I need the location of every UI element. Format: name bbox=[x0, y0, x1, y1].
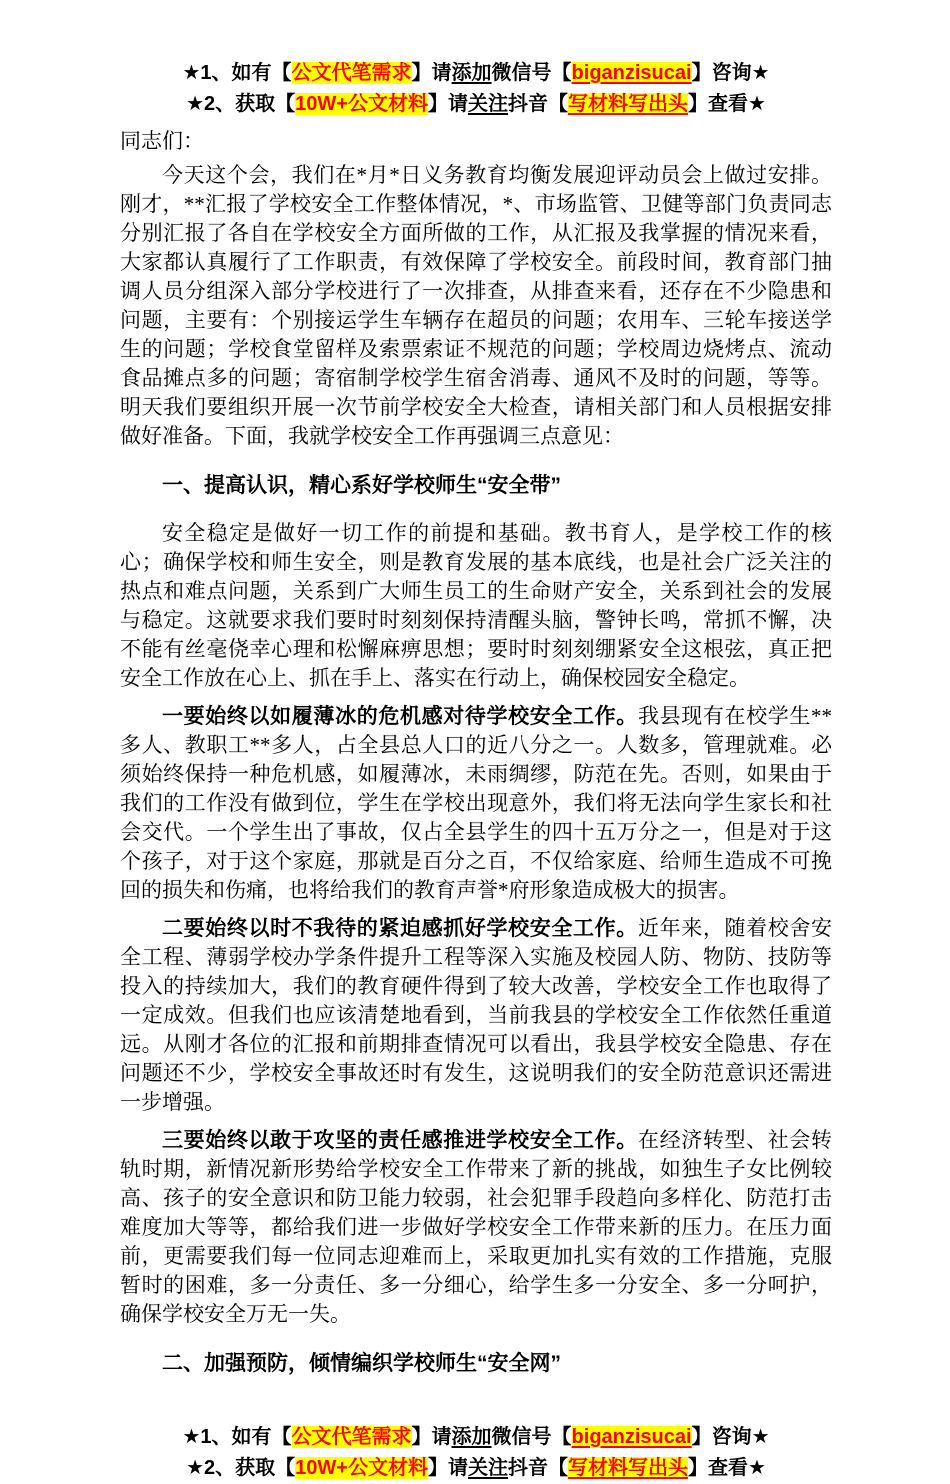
section-1-paragraph: 安全稳定是做好一切工作的前提和基础。教书育人，是学校工作的核心；确保学校和师生安全，则是教育发展的基本底线，也是社会广泛关注的热点和难点问题，关系到广大师生员工的生命财产安全，关系到社会的发展与稳定。这就要求我们要时时刻刻保持清醒头脑，警钟长鸣，常抓不懈，决不能有丝毫侥幸心理和松懈麻痹思想；要时时刻刻绷紧安全这根弦，真正把安全工作放在心上、抓在手上、落实在行动上，确保校园安全稳定。 bbox=[120, 521, 832, 690]
section-1-heading: 一、提高认识，精心系好学校师生“安全带” bbox=[162, 474, 561, 497]
promo-line-2 bbox=[120, 1453, 832, 1484]
point-3-lead: 三要始终以敢于攻坚的责任感推进学校安全工作。 bbox=[162, 1129, 638, 1152]
promo-highlight: 10W+公文材料 bbox=[295, 1457, 428, 1479]
promo-underline-text: 关注 bbox=[467, 93, 508, 115]
promo-line-1 bbox=[120, 1422, 832, 1453]
promo-text: 】查看★ bbox=[687, 1457, 766, 1479]
promo-text: 】请 bbox=[427, 1457, 468, 1479]
point-2-lead: 二要始终以时不我待的紧迫感抓好学校安全工作。 bbox=[162, 917, 638, 940]
promo-text: ★2、获取【 bbox=[186, 1457, 296, 1479]
promo-underline-text: 关注 bbox=[467, 1457, 508, 1479]
promo-text: 微信号【 bbox=[491, 1426, 572, 1448]
promo-text: ★1、如有【 bbox=[182, 1426, 292, 1448]
promo-douyin-id: 写材料写出头 bbox=[567, 93, 688, 115]
point-3-text: 在经济转型、社会转轨时期，新情况新形势给学校安全工作带来了新的挑战，如独生子女比例较高、孩子的安全意识和防卫能力较弱，社会犯罪手段趋向多样化、防范打击难度加大等等，都给我们进一步做好学校安全工作带来新的压力。在压力面前，更需要我们每一位同志迎难而上，采取更加扎实有效的工作措施，克服暂时的困难，多一分责任、多一分细心，给学生多一分安全、多一分呵护，确保学校安全万无一失。 bbox=[120, 1128, 833, 1326]
promo-highlight: 10W+公文材料 bbox=[295, 93, 428, 115]
promo-wechat-id: biganzisucai bbox=[571, 1426, 692, 1448]
promo-header bbox=[120, 58, 832, 120]
promo-text: 】查看★ bbox=[687, 93, 766, 115]
promo-text: ★1、如有【 bbox=[182, 62, 292, 84]
promo-highlight: 公文代笔需求 bbox=[291, 62, 412, 84]
promo-text: 】请 bbox=[411, 62, 452, 84]
promo-line-1 bbox=[120, 58, 832, 89]
salutation: 同志们： bbox=[120, 129, 204, 153]
point-2-text: 近年来，随着校舍安全工程、薄弱学校办学条件提升工程等深入实施及校园人防、物防、技防等投入的持续加大，我们的教育硬件得到了较大改善，学校安全工作也取得了一定成效。但我们也应该清楚地看到，当前我县的学校安全工作依然任重道远。从刚才各位的汇报和前期排查情况可以看出，我县学校安全隐患、存在问题还不少，学校安全事故还时有发生，这说明我们的安全防范意识还需进一步增强。 bbox=[120, 916, 833, 1114]
promo-text: 】请 bbox=[411, 1426, 452, 1448]
point-paragraph-1 bbox=[120, 702, 832, 905]
promo-text: 】请 bbox=[427, 93, 468, 115]
point-1-text: 我县现有在校学生**多人、教职工**多人，占全县总人口的近八分之一。人数多，管理就难。必须始终保持一种危机感，如履薄冰，未雨绸缪，防范在先。否则，如果由于我们的工作没有做到位，学生在学校出现意外，我们将无法向学生家长和社会交代。一个学生出了事故，仅占全县学生的四十五万分之一，但是对于这个孩子，对于这个家庭，那就是百分之百，不仅给家庭、给师生造成不可挽回的损失和伤痛，也将给我们的教育声誉*府形象造成极大的损害。 bbox=[120, 704, 833, 902]
promo-wechat-id: biganzisucai bbox=[571, 62, 692, 84]
promo-text: 】咨询★ bbox=[691, 1426, 770, 1448]
promo-line-2 bbox=[120, 89, 832, 120]
promo-text: 微信号【 bbox=[491, 62, 572, 84]
promo-highlight: 公文代笔需求 bbox=[291, 1426, 412, 1448]
promo-text: ★2、获取【 bbox=[186, 93, 296, 115]
point-paragraph-2 bbox=[120, 914, 832, 1117]
promo-text: 抖音【 bbox=[507, 93, 568, 115]
promo-text: 抖音【 bbox=[507, 1457, 568, 1479]
point-paragraph-3 bbox=[120, 1126, 832, 1329]
promo-underline-text: 添加 bbox=[451, 62, 492, 84]
promo-footer bbox=[120, 1422, 832, 1484]
promo-douyin-id: 写材料写出头 bbox=[567, 1457, 688, 1479]
promo-underline-text: 添加 bbox=[451, 1426, 492, 1448]
section-2-heading: 二、加强预防，倾情编织学校师生“安全网” bbox=[162, 1352, 561, 1375]
promo-text: 】咨询★ bbox=[691, 62, 770, 84]
point-1-lead: 一要始终以如履薄冰的危机感对待学校安全工作。 bbox=[162, 705, 638, 728]
intro-paragraph: 今天这个会，我们在*月*日义务教育均衡发展迎评动员会上做过安排。刚才，**汇报了学校安全工作整体情况，*、市场监管、卫健等部门负责同志分别汇报了各自在学校安全方面所做的工作，从汇报及我掌握的情况来看，大家都认真履行了工作职责，有效保障了学校安全。前段时间，教育部门抽调人员分组深入部分学校进行了一次排查，从排查来看，还存在不少隐患和问题，主要有：个别接运学生车辆存在超员的问题；农用车、三轮车接送学生的问题；学校食堂留样及索票索证不规范的问题；学校周边烧烤点、流动食品摊点多的问题；寄宿制学校学生宿舍消毒、通风不及时的问题，等等。明天我们要组织开展一次节前学校安全大检查，请相关部门和人员根据安排做好准备。下面，我就学校安全工作再强调三点意见： bbox=[120, 163, 832, 448]
